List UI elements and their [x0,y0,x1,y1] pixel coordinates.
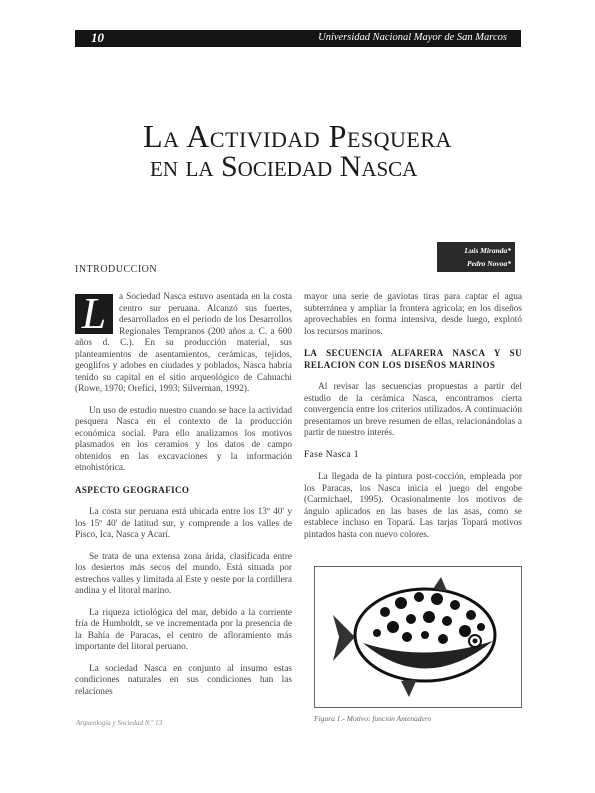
section-heading-secuencia: LA SECUENCIA ALFARERA NASCA Y SU RELACION CON LOS DISEÑOS MARINOS [304,348,522,370]
intro-paragraph-2: Un uso de estudio nuestro cuando se hace la actividad pesquera Nasca en el contexto de la producción económica social. Para ello analizamos los motivos plasmados en los ceramios y los datos de campo obtenidos en las excavaciones y la información etnohistórica. [75,405,292,473]
author-block [437,242,515,272]
article-title-line1: La Actividad Pesquera [143,118,452,154]
publication-name: Universidad Nacional Mayor de San Marcos [318,32,507,43]
fish-illustration-icon [315,567,521,707]
left-column [75,289,292,708]
running-header [75,30,521,47]
geo-paragraph-4: La sociedad Nasca en conjunto al insumo estas condiciones naturales en sus condiciones han las relaciones [75,663,292,697]
author-name: Luis Miranda* [464,246,511,255]
article-title-line2: en la Sociedad Nasca [150,150,418,183]
continued-paragraph: mayor una serie de gaviotas tiras para captar el agua subterránea y ampliar la frontera agrícola; en los diseños aprovechables en forma intensiva, desde luego, explotó los recursos marinos. [304,292,522,337]
intro-paragraph-1: L a Sociedad Nasca estuvo asentada en la costa centro sur peruana. Alcanzó sus fuertes, desarrollados en el periodo de los Desarrollos Regionales Tempranos (200 años a. C. a 600 años d. C.). En su producción material, sus planteamientos de asentamientos, cerámicas, tejidos, geoglifos y adobes en ciudades y poblados, Nasca habría tenido su capital en el sitio arqueológico de Cahuachi (Rowe, 1970; Orefici, 1993; Silverman, 1992). [75,289,292,394]
subheading-fase-nasca-1: Fase Nasca 1 [304,449,359,460]
section-heading-introduccion: INTRODUCCION [75,264,158,275]
page-number: 10 [91,30,104,45]
page-footer: Arqueología y Sociedad N.º 13 [76,719,163,727]
drop-cap: L [75,294,113,334]
author-name: Pedro Novoa* [467,259,511,268]
geo-paragraph-2: Se trata de una extensa zona árida, clasificada entre los desiertos más secos del mundo. Está situada por estrechos valles y limitada al Este y oeste por la cordillera andina y el litoral marino. [75,551,292,596]
geo-paragraph-3: La riqueza ictiológica del mar, debido a la corriente fría de Humboldt, se ve incrementada por la presencia de la Bahía de Paracas, el centro de afloramiento más importante del litoral peruano. [75,607,292,652]
section-heading-geografico: ASPECTO GEOGRAFICO [75,484,190,495]
geo-paragraph-1: La costa sur peruana está ubicada entre los 13º 40' y los 15º 40' de latitud sur, y comprende a los valles de Pisco, Ica, Nasca y Acarí. [75,507,292,540]
figure-caption: Figura 1.- Motivo: función Antenadero [314,714,432,723]
right-column [304,292,522,551]
secuencia-paragraph: Al revisar las secuencias propuestas a partir del estudio de la cerámica Nasca, encontramos cierta convergencia entre los criterios utilizados. A continuación presentamos un breve resumen de ellas, relacionándolas a partir de nuestro interés. [304,382,522,438]
figure-fish [314,566,522,708]
fase-paragraph: La llegada de la pintura post-cocción, empleada por los Paracas, los Nasca inicia el juego del engobe (Carmichael, 1995). Ocasionalmente los motivos de ángulo aplicados en las bases de las asas, como se establece incluso en Topará. Las tarjas Topará motivos pintados hasta con nuevo colores. [304,472,522,540]
